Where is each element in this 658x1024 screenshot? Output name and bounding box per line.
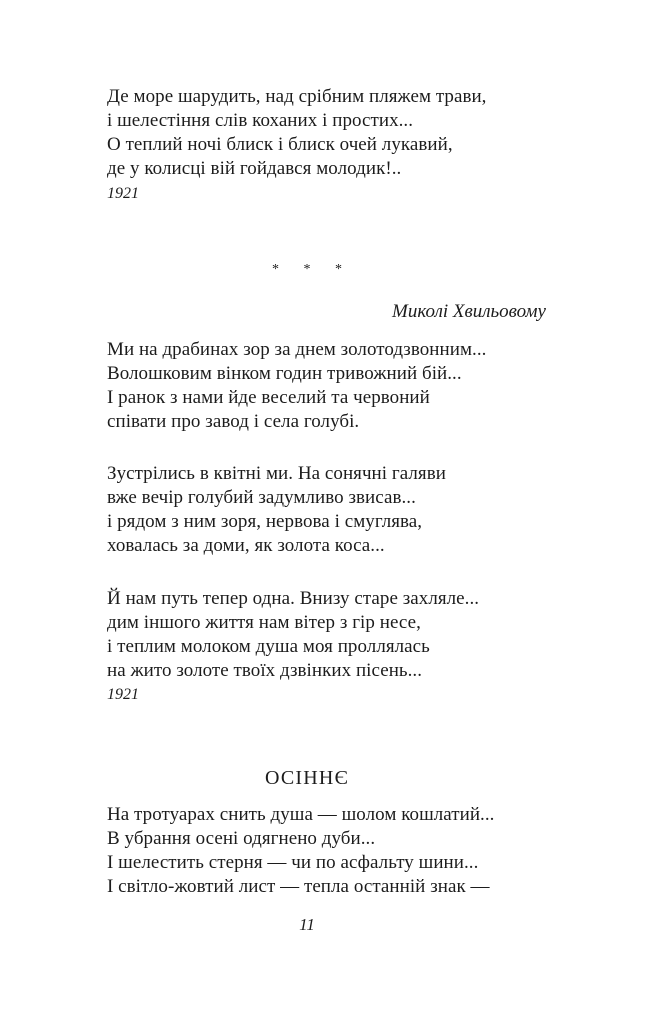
poem-line: і теплим молоком душа моя проллялась	[107, 636, 430, 657]
poem-line: і рядом з ним зоря, нервова і смуглява,	[107, 511, 423, 532]
poem-line: Й нам путь тепер одна. Внизу старе захляле...	[107, 588, 480, 609]
asterisk: *	[335, 262, 342, 277]
poem-line: дим іншого життя нам вітер з гір несе,	[107, 612, 421, 633]
poem-line: співати про завод і села голубі.	[107, 411, 360, 432]
poem-date: 1921	[107, 185, 139, 202]
poem-date: 1921	[107, 686, 139, 703]
poem-line: і шелестіння слів коханих і простих...	[107, 110, 414, 131]
poem-line: Зустрілись в квітні ми. На сонячні галяви	[107, 463, 446, 484]
poem-line: О теплий ночі блиск і блиск очей лукавий,	[107, 134, 453, 155]
poem-line: на жито золоте твоїх дзвінких пісень...	[107, 660, 423, 681]
poem-line: І ранок з нами йде веселий та червоний	[107, 387, 430, 408]
poem-line: де у колисці вій гойдався молодик!..	[107, 158, 402, 179]
dedication: Миколі Хвильовому	[392, 301, 546, 322]
poem-line: Де море шарудить, над срібним пляжем трави,	[107, 86, 487, 107]
poem-line: На тротуарах снить душа — шолом кошлатий...	[107, 804, 495, 825]
section-separator	[272, 262, 342, 278]
poem-line: ховалась за доми, як золота коса...	[107, 535, 385, 556]
poem-line: Ми на драбинах зор за днем золотодзвонним...	[107, 339, 487, 360]
poem-line: Волошковим вінком годин тривожний бій...	[107, 363, 462, 384]
poem-line: В убрання осені одягнено дуби...	[107, 828, 376, 849]
page-number: 11	[299, 915, 315, 934]
asterisk: *	[272, 262, 279, 277]
asterisk: *	[303, 262, 311, 277]
poem-title: ОСІННЄ	[265, 767, 349, 789]
poem-line: вже вечір голубий задумливо звисав...	[107, 487, 416, 508]
poem-line: І шелестить стерня — чи по асфальту шини...	[107, 852, 479, 873]
poem-line: І світло-жовтий лист — тепла останній знак —	[107, 876, 490, 897]
